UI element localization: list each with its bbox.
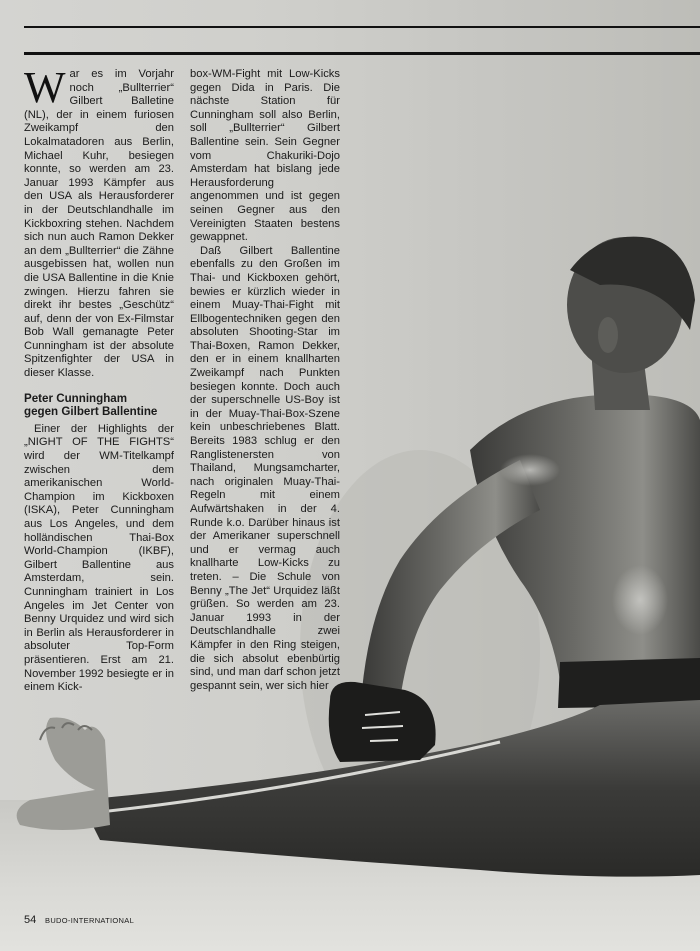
subheading-line-1: Peter Cunningham: [24, 391, 128, 405]
section-subheading: [24, 392, 174, 419]
body-paragraph-2: Einer der Highlights der „NIGHT OF THE FIGHTS“ wird der WM-Titelkampf zwischen dem amerikanischen World-Champion im Kickboxen (ISKA), Peter Cunningham aus Los Angeles, und dem holländischen Thai-Box World-Champion (IKBF), Gilbert Ballentine aus Amsterdam, sein. Cunningham trainiert in Los Angeles im Jet Center von Benny Urquidez und wird sich in Berlin als Herausforderer in absoluter Top-Form präsentieren. Erst am 21. November 1992 besiegte er in einem Kick-: [24, 422, 174, 694]
article-column-right: [190, 68, 340, 693]
header-rule-bottom: [24, 52, 700, 55]
column2-paragraph-1: box-WM-Fight mit Low-Kicks gegen Dida in Paris. Die nächste Station für Cunningham soll also Berlin, soll „Bullterrier“ Gilbert Ballentine sein. Sein Gegner vom Chakuriki-Dojo Amsterdam hat bislang jede Herausforderung angenommen und ist gegen seinen Gegner aus den Vereinigten Staaten bestens gewappnet.: [190, 68, 340, 244]
page-number: 54: [24, 914, 37, 926]
magazine-name: BUDO-INTERNATIONAL: [45, 916, 135, 925]
page-footer: [24, 914, 134, 926]
article-column-left: [24, 63, 174, 695]
header-rule-top: [24, 26, 700, 28]
intro-text: ar es im Vorjahr noch „Bullterrier“ Gilbert Balletine (NL), der in einem furiosen Zweikampf den Lokalmatadoren aus Berlin, Michael Kuhr, besiegen konnte, so werden am 23. Januar 1993 Kämpfer aus den USA als Herausforderer in der Deutschlandhalle im Kickboxring stehen. Nachdem sich nun auch Ramon Dekker an dem „Bullterrier“ die Zähne ausgebissen hat, wollen nun die USA Ballentine in die Knie zwingen. Hierzu fahren sie direkt ihr bestes „Geschütz“ auf, denn der von Ex-Filmstar Bob Wall gemanagte Peter Cunningham ist der absolute Spitzenfighter der USA in dieser Klasse.: [24, 68, 174, 380]
intro-paragraph: [24, 63, 174, 381]
subheading-line-2: gegen Gilbert Ballentine: [24, 405, 158, 419]
column2-paragraph-2: Daß Gilbert Ballentine ebenfalls zu den Großen im Thai- und Kickboxen gehört, bewies er kürzlich wieder in einem Muay-Thai-Fight mit Ellbogentechniken gegen den absoluten Shooting-Star im Thai-Boxen, Ramon Dekker, den er in einem knallharten Zweikampf nach Punkten besiegen konnte. Doch auch der superschnelle US-Boy ist in der Muay-Thai-Box-Szene kein unbeschriebenes Blatt. Bereits 1983 schlug er den Ranglistenersten von Thailand, Mungsamcharter, nach originalen Muay-Thai-Regeln mit einem Aufwärtshaken in der 4. Runde k.o. Darüber hinaus ist der Amerikaner superschnell und er vermag auch knallharte Low-Kicks zu treten. – Die Schule von Benny „The Jet“ Urquidez läßt grüßen. So werden am 23. Januar 1993 in der Deutschlandhalle zwei Kämpfer in den Ring steigen, die sich absolut ebenbürtig sind, und man darf schon jetzt gespannt sein, wer sich hier: [190, 244, 340, 692]
drop-cap: W: [24, 63, 66, 112]
